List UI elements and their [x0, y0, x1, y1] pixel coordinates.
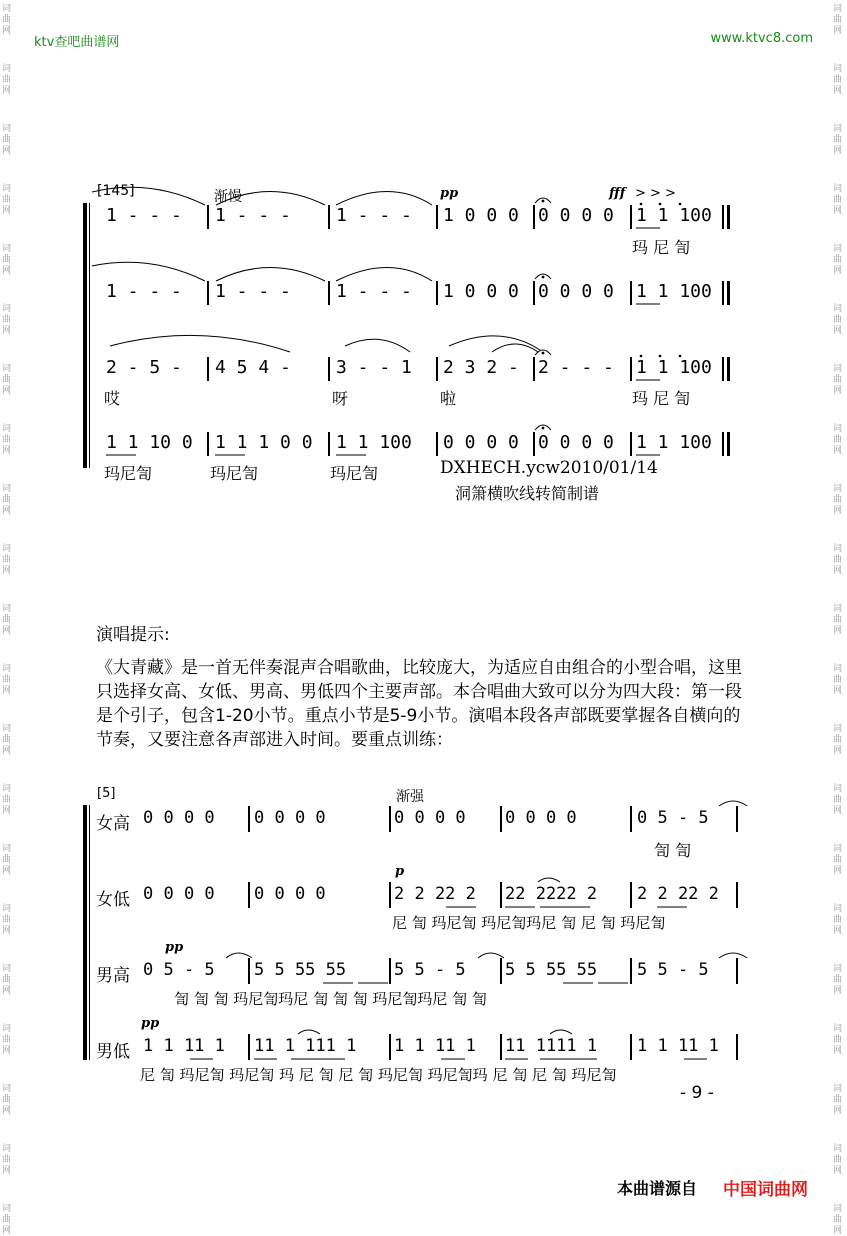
measure: 5 5 - 5: [394, 960, 466, 980]
watermark-char: 网: [2, 986, 12, 996]
voice-label: 男高: [96, 966, 130, 986]
watermark-char: 词: [2, 1204, 12, 1214]
lyric: 玛尼訇: [104, 464, 153, 483]
watermark-char: 词: [833, 964, 843, 974]
watermark-char: 曲: [833, 1095, 843, 1105]
lyric: 訇 訇 訇 玛尼訇玛尼 訇 訇 訇 玛尼訇玛尼 訇 訇: [174, 990, 487, 1008]
voice-label: 女高: [96, 814, 130, 834]
lyric: 哎: [104, 389, 121, 408]
watermark-char: 网: [2, 686, 12, 696]
watermark-char: 网: [833, 986, 843, 996]
watermark-char: 词: [2, 484, 12, 494]
watermark-char: 网: [2, 1166, 12, 1176]
watermark-char: 曲: [833, 75, 843, 85]
lyric: 尼 訇 玛尼訇 玛尼訇 玛 尼 訇 尼 訇 玛尼訇 玛尼訇玛 尼 訇 尼 訇 玛尼訇: [140, 1066, 617, 1084]
measure: 1 1 100: [636, 205, 712, 226]
watermark-char: 词: [833, 1144, 843, 1154]
watermark-char: 曲: [833, 495, 843, 505]
watermark-char: 网: [833, 626, 843, 636]
watermark-char: 曲: [833, 735, 843, 745]
watermark-char: 曲: [2, 495, 12, 505]
tempo-marking: 渐强: [396, 789, 424, 805]
watermark-char: 网: [833, 1226, 843, 1236]
watermark-char: 网: [833, 326, 843, 336]
watermark-char: 词: [2, 424, 12, 434]
watermark-char: 词: [833, 904, 843, 914]
watermark-char: 词: [833, 1084, 843, 1094]
watermark-char: 曲: [833, 1035, 843, 1045]
watermark-char: 网: [2, 746, 12, 756]
measure: 1 1 11 1: [394, 1036, 476, 1056]
watermark-char: 网: [2, 146, 12, 156]
watermark-char: 曲: [2, 315, 12, 325]
watermark-char: 曲: [2, 975, 12, 985]
measure: 5 5 55 55: [254, 960, 347, 980]
watermark-char: 网: [833, 566, 843, 576]
watermark-char: 网: [2, 206, 12, 216]
dynamic-fff: fff: [609, 186, 626, 201]
measure: 5 5 - 5: [637, 960, 709, 980]
measure-number: [5]: [97, 786, 116, 801]
watermark-char: 词: [2, 664, 12, 674]
watermark-char: 词: [833, 1024, 843, 1034]
watermark-char: 网: [833, 746, 843, 756]
measure: 1 - - -: [215, 281, 291, 302]
measure: 1 1 11 1: [637, 1036, 719, 1056]
watermark-char: 曲: [833, 315, 843, 325]
watermark-char: 词: [833, 364, 843, 374]
footer-source-label: 本曲谱源自: [617, 1179, 698, 1198]
measure: 0 0 0 0: [505, 808, 577, 828]
measure: 3 - - 1: [336, 357, 412, 378]
tips-title: 演唱提示:: [96, 625, 170, 645]
watermark-char: 曲: [833, 1155, 843, 1165]
watermark-char: 曲: [2, 555, 12, 565]
watermark-char: 曲: [833, 255, 843, 265]
watermark-char: 网: [2, 86, 12, 96]
watermark-char: 词: [833, 484, 843, 494]
voice-label: 男低: [96, 1042, 130, 1062]
measure: 1 1 100: [336, 432, 412, 453]
measure: 0 0 0 0: [254, 884, 326, 904]
watermark-char: 曲: [833, 135, 843, 145]
measure: 0 0 0 0: [254, 808, 326, 828]
measure: 2 2 22 2: [637, 884, 719, 904]
credit-line: DXHECH.ycw2010/01/14: [440, 458, 658, 478]
watermark-char: 网: [2, 506, 12, 516]
watermark-char: 网: [833, 866, 843, 876]
dynamic-pp: pp: [165, 940, 184, 955]
dynamic-p: p: [395, 864, 405, 879]
measure: 0 5 - 5: [143, 960, 215, 980]
tips-body: 《大青藏》是一首无伴奏混声合唱歌曲，比较庞大，为适应自由组合的小型合唱，这里只选择女高、女低、男高、男低四个主要声部。本合唱曲大致可以分为四大段：第一段是个引子，包含1-20小节。重点小节是5-9小节。演唱本段各声部既要掌握各自横向的节奏，又要注意各声部进入时间。要重点训练：: [96, 658, 742, 750]
footer-source-site[interactable]: 中国词曲网: [723, 1180, 808, 1200]
watermark-char: 网: [2, 1106, 12, 1116]
watermark-char: 词: [833, 64, 843, 74]
measure: 1 - - -: [336, 205, 412, 226]
dynamic-pp: pp: [141, 1016, 160, 1031]
measure: 2 - - -: [538, 357, 614, 378]
watermark-char: 词: [2, 244, 12, 254]
watermark-char: 曲: [2, 1095, 12, 1105]
watermark-char: 网: [2, 326, 12, 336]
watermark-char: 词: [2, 4, 12, 14]
watermark-char: 曲: [2, 255, 12, 265]
watermark-char: 网: [833, 1166, 843, 1176]
watermark-char: 词: [2, 364, 12, 374]
watermark-char: 曲: [2, 855, 12, 865]
watermark-char: 网: [833, 506, 843, 516]
watermark-char: 曲: [2, 375, 12, 385]
watermark-char: 词: [2, 544, 12, 554]
watermark-char: 词: [833, 544, 843, 554]
header-site-url[interactable]: www.ktvc8.com: [710, 31, 813, 46]
measure: 0 0 0 0: [143, 884, 215, 904]
measure: 0 0 0 0: [394, 808, 466, 828]
lyric: 玛 尼 訇: [632, 389, 691, 408]
watermark-char: 网: [2, 26, 12, 36]
lyric: 玛 尼 訇: [632, 238, 691, 257]
voice-label: 女低: [96, 890, 130, 910]
watermark-char: 曲: [833, 15, 843, 25]
watermark-char: 词: [833, 304, 843, 314]
watermark-char: 曲: [2, 1215, 12, 1225]
watermark-char: 曲: [2, 615, 12, 625]
measure: 11 1 111 1: [254, 1036, 357, 1056]
watermark-char: 词: [833, 664, 843, 674]
watermark-char: 词: [2, 844, 12, 854]
watermark-char: 网: [833, 386, 843, 396]
watermark-char: 曲: [833, 675, 843, 685]
measure: 1 1 100: [636, 432, 712, 453]
watermark-char: 曲: [2, 195, 12, 205]
measure: 1 0 0 0: [443, 281, 519, 302]
watermark-char: 网: [833, 1106, 843, 1116]
watermark-char: 词: [833, 424, 843, 434]
watermark-char: 词: [2, 1024, 12, 1034]
measure: 0 0 0 0: [443, 432, 519, 453]
watermark-char: 网: [2, 626, 12, 636]
measure-number: [145]: [97, 183, 135, 199]
watermark-char: 词: [2, 1084, 12, 1094]
measure: 22 2222 2: [505, 884, 598, 904]
lyric: 尼 訇 玛尼訇 玛尼訇玛尼 訇 尼 訇 玛尼訇: [392, 914, 666, 932]
watermark-char: 网: [2, 866, 12, 876]
watermark-char: 词: [2, 304, 12, 314]
measure: 2 2 22 2: [394, 884, 476, 904]
measure: 5 5 55 55: [505, 960, 598, 980]
watermark-char: 曲: [2, 1035, 12, 1045]
measure: 1 - - -: [215, 205, 291, 226]
watermark-char: 曲: [2, 1155, 12, 1165]
measure: 2 3 2 -: [443, 357, 519, 378]
measure: 1 - - -: [106, 205, 182, 226]
measure: 1 1 11 1: [143, 1036, 225, 1056]
watermark-char: 词: [2, 184, 12, 194]
measure: 1 1 100: [636, 281, 712, 302]
watermark-char: 词: [2, 784, 12, 794]
watermark-char: 网: [2, 386, 12, 396]
watermark-char: 网: [833, 146, 843, 156]
credit-line-2: 洞箫横吹线转简制谱: [455, 484, 600, 503]
watermark-char: 词: [833, 184, 843, 194]
measure: 0 0 0 0: [538, 205, 614, 226]
watermark-char: 网: [2, 266, 12, 276]
watermark-char: 曲: [2, 915, 12, 925]
watermark-char: 网: [833, 446, 843, 456]
watermark-char: 网: [833, 266, 843, 276]
measure: 0 0 0 0: [538, 281, 614, 302]
watermark-char: 网: [2, 806, 12, 816]
watermark-char: 词: [833, 724, 843, 734]
watermark-char: 词: [833, 124, 843, 134]
watermark-char: 词: [2, 964, 12, 974]
dynamic-pp: pp: [440, 186, 459, 201]
measure: 1 - - -: [106, 281, 182, 302]
lyric: 呀: [332, 389, 349, 408]
watermark-char: 曲: [2, 15, 12, 25]
watermark-char: 网: [833, 806, 843, 816]
watermark-char: 词: [2, 724, 12, 734]
watermark-char: 曲: [833, 795, 843, 805]
watermark-char: 词: [2, 64, 12, 74]
watermark-char: 词: [833, 1204, 843, 1214]
measure: 1 1 10 0: [106, 432, 193, 453]
watermark-char: 词: [833, 604, 843, 614]
watermark-char: 网: [2, 1226, 12, 1236]
tempo-marking: 渐慢: [214, 189, 242, 205]
measure: 1 - - -: [336, 281, 412, 302]
watermark-char: 网: [2, 1046, 12, 1056]
lyric: 訇 訇: [654, 841, 692, 860]
watermark-char: 网: [833, 86, 843, 96]
watermark-char: 词: [833, 4, 843, 14]
watermark-char: 曲: [833, 435, 843, 445]
lyric: 玛尼訇: [210, 464, 259, 483]
watermark-char: 曲: [833, 1215, 843, 1225]
header-site-name[interactable]: ktv查吧曲谱网: [34, 35, 120, 50]
measure: 0 0 0 0: [143, 808, 215, 828]
lyric: 啦: [440, 389, 457, 408]
watermark-char: 曲: [833, 855, 843, 865]
watermark-char: 词: [2, 1144, 12, 1154]
page-number: - 9 -: [680, 1083, 714, 1103]
watermark-char: 曲: [833, 555, 843, 565]
watermark-char: 曲: [2, 135, 12, 145]
watermark-char: 词: [2, 904, 12, 914]
watermark-char: 网: [833, 686, 843, 696]
watermark-char: 曲: [833, 195, 843, 205]
watermark-char: 曲: [2, 795, 12, 805]
watermark-char: 网: [2, 566, 12, 576]
watermark-char: 词: [833, 844, 843, 854]
watermark-char: 网: [833, 1046, 843, 1056]
watermark-char: 词: [2, 124, 12, 134]
watermark-char: 曲: [833, 975, 843, 985]
watermark-char: 词: [833, 244, 843, 254]
measure: 0 0 0 0: [538, 432, 614, 453]
measure: 1 1 1 0 0: [215, 432, 313, 453]
watermark-char: 网: [833, 206, 843, 216]
watermark-char: 网: [833, 926, 843, 936]
measure: 2 - 5 -: [106, 357, 182, 378]
watermark-char: 曲: [2, 675, 12, 685]
watermark-char: 曲: [2, 435, 12, 445]
measure: 4 5 4 -: [215, 357, 291, 378]
watermark-char: 网: [833, 26, 843, 36]
measure: 1 1 100: [636, 357, 712, 378]
accent-marks: > > >: [635, 186, 676, 201]
watermark-char: 词: [2, 604, 12, 614]
watermark-char: 曲: [2, 735, 12, 745]
watermark-char: 网: [2, 446, 12, 456]
measure: 1 0 0 0: [443, 205, 519, 226]
watermark-char: 网: [2, 926, 12, 936]
measure: 11 1111 1: [505, 1036, 598, 1056]
lyric: 玛尼訇: [330, 464, 379, 483]
watermark-char: 曲: [833, 915, 843, 925]
watermark-char: 曲: [2, 75, 12, 85]
measure: 0 5 - 5: [637, 808, 709, 828]
watermark-char: 曲: [833, 375, 843, 385]
watermark-char: 词: [833, 784, 843, 794]
watermark-char: 曲: [833, 615, 843, 625]
